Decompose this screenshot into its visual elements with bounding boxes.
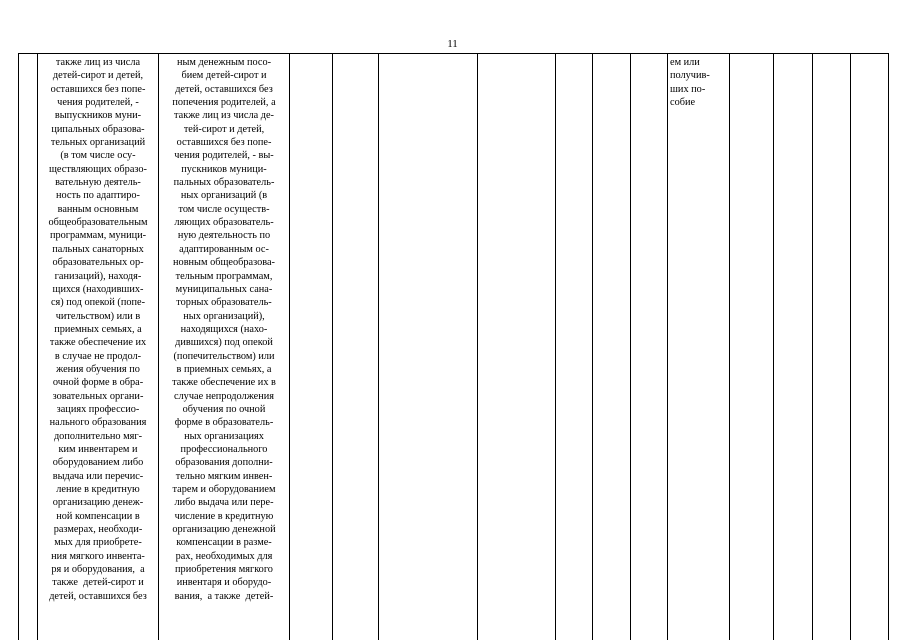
page-number: 11 bbox=[447, 38, 458, 50]
column-divider bbox=[555, 53, 556, 640]
column-divider bbox=[18, 53, 19, 640]
column-divider bbox=[667, 53, 668, 640]
column-divider bbox=[630, 53, 631, 640]
column-divider bbox=[888, 53, 889, 640]
column-divider bbox=[477, 53, 478, 640]
table-cell-description: также лиц из числа детей-сирот и детей, оставшихся без попе- чения родителей, - выпускников муни- ципальных образова- тельных организаций (в том числе осу- ществляющих образо- вательную деятель- ность по адаптиро- ванным основным общеобразовательным программам, муници- пальных санаторных образовательных ор- ганизаций), находя- щихся (находивших- ся) под опекой (попе- чительством) или в приемных семьях, а также обеспечение их в случае не продол- жения обучения по очной форме в обра- зовательных органи- зациях профессио- нального образования дополнительно мяг- ким инвентарем и оборудованием либо выдача или перечис- ление в кредитную организацию денеж- ной компенсации в размерах, необходи- мых для приобрете- ния мягкого инвента- ря и оборудования, а также детей-сирот и детей, оставшихся без bbox=[48, 57, 148, 602]
column-divider bbox=[773, 53, 774, 640]
column-divider bbox=[378, 53, 379, 640]
table-top-border bbox=[18, 53, 888, 54]
column-divider bbox=[812, 53, 813, 640]
column-divider bbox=[158, 53, 159, 640]
column-divider bbox=[592, 53, 593, 640]
table-cell-description-continued: ным денежным посо- бием детей-сирот и детей, оставшихся без попечения родителей, а также лиц из числа де- тей-сирот и детей, оставшихся без попе- чения родителей, - вы- пускников муници- пальных образователь- ных организаций (в том числе осуществ- ляющих образователь- ную деятельность по адаптированным ос- новным общеобразова- тельным программам, муниципальных сана- торных образователь- ных организаций), находящихся (нахо- дившихся) под опекой (попечительством) или в приемных семьях, а также обеспечение их в случае непродолжения обучения по очной форме в образователь- ных организациях профессионального образования дополни- тельно мягким инвен- тарем и оборудованием либо выдача или пере- числение в кредитную организацию денежной компенсации в разме- рах, необходимых для приобретения мягкого инвентаря и оборудо- вания, а также детей- bbox=[172, 57, 276, 602]
column-divider bbox=[332, 53, 333, 640]
table-cell-recipients: ем или получив- ших по- собие bbox=[670, 57, 710, 109]
column-divider bbox=[729, 53, 730, 640]
column-divider bbox=[289, 53, 290, 640]
data-table bbox=[0, 53, 905, 640]
column-divider bbox=[850, 53, 851, 640]
